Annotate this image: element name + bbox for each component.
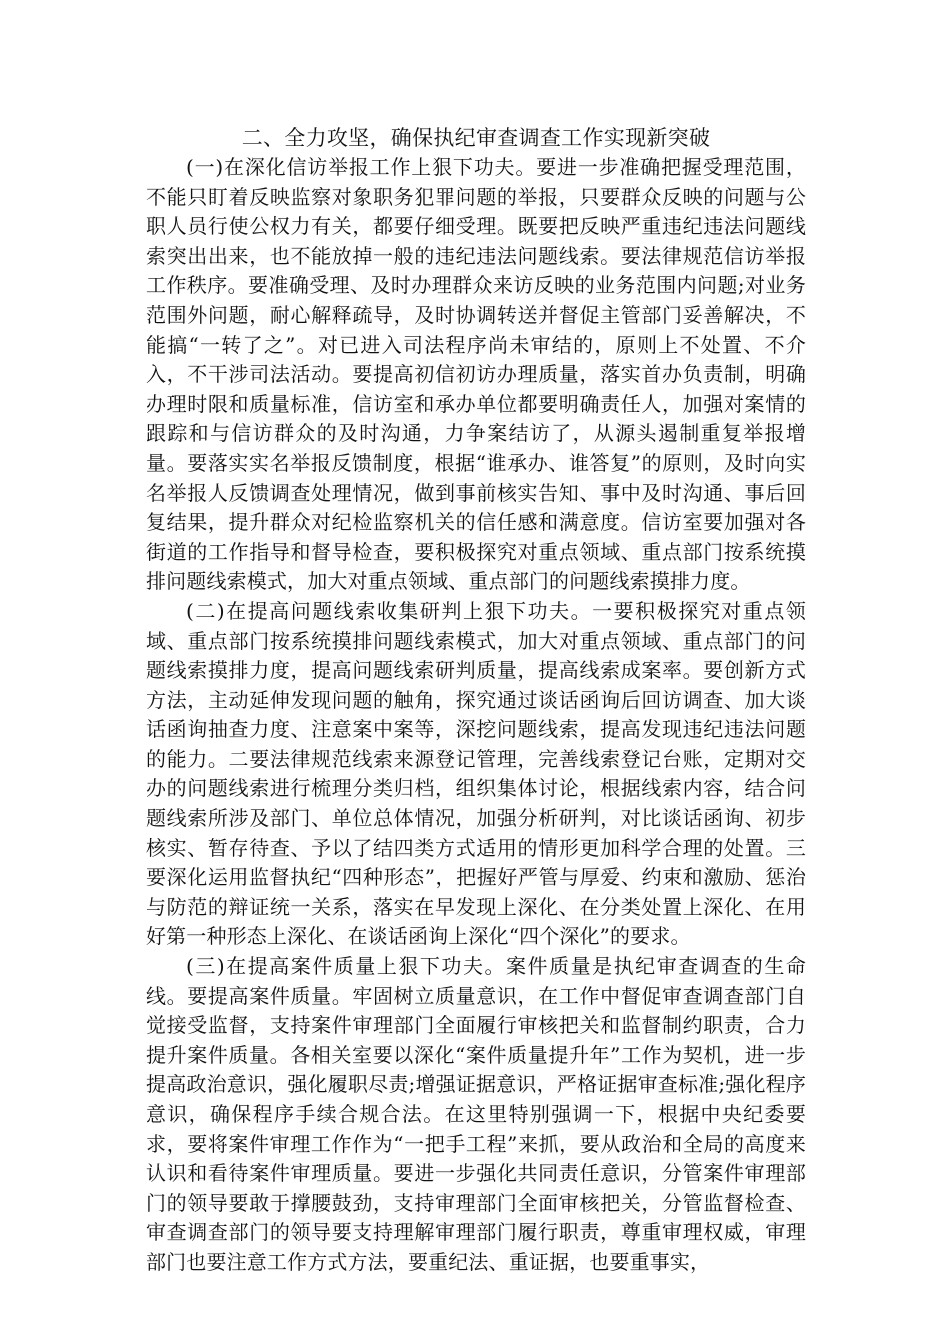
document-body	[146, 124, 806, 1278]
paragraph-2: (二)在提高问题线索收集研判上狠下功夫。一要积极探究对重点领域、重点部门按系统摸排问题线索模式，加大对重点领域、重点部门的问题线索摸排力度，提高问题线索研判质量，提高线索成案率。要创新方式方法，主动延伸发现问题的触角，探究通过谈话函询后回访调查、加大谈话函询抽查力度、注意案中案等，深挖问题线索，提高发现违纪违法问题的能力。二要法律规范线索来源登记管理，完善线索登记台账，定期对交办的问题线索进行梳理分类归档，组织集体讨论，根据线索内容，结合问题线索所涉及部门、单位总体情况，加强分析研判，对比谈话函询、初步核实、暂存待查、予以了结四类方式适用的情形更加科学合理的处置。三要深化运用监督执纪“四种形态”，把握好严管与厚爱、约束和激励、惩治与防范的辩证统一关系，落实在早发现上深化、在分类处置上深化、在用好第一种形态上深化、在谈话函询上深化“四个深化”的要求。	[146, 598, 806, 949]
section-title: 二、全力攻坚，确保执纪审查调查工作实现新突破	[241, 126, 711, 150]
paragraph-3: (三)在提高案件质量上狠下功夫。案件质量是执纪审查调查的生命线。要提高案件质量。牢固树立质量意识，在工作中督促审查调查部门自觉接受监督，支持案件审理部门全面履行审核把关和监督制约职责，合力提升案件质量。各相关室要以深化“案件质量提升年”工作为契机，进一步提高政治意识，强化履职尽责;增强证据意识，严格证据审查标准;强化程序意识，确保程序手续合规合法。在这里特别强调一下，根据中央纪委要求，要将案件审理工作作为“一把手工程”来抓，要从政治和全局的高度来认识和看待案件审理质量。要进一步强化共同责任意识，分管案件审理部门的领导要敢于撑腰鼓劲，支持审理部门全面审核把关，分管监督检查、审查调查部门的领导要支持理解审理部门履行职责，尊重审理权威，审理部门也要注意工作方式方法，要重纪法、重证据，也要重事实，	[146, 954, 806, 1274]
paragraph-1: (一)在深化信访举报工作上狠下功夫。要进一步准确把握受理范围，不能只盯着反映监察对象职务犯罪问题的举报，只要群众反映的问题与公职人员行使公权力有关，都要仔细受理。既要把反映严重违纪违法问题线索突出出来，也不能放掉一般的违纪违法问题线索。要法律规范信访举报工作秩序。要准确受理、及时办理群众来访反映的业务范围内问题;对业务范围外问题，耐心解释疏导，及时协调转送并督促主管部门妥善解决，不能搞“一转了之”。对已进入司法程序尚未审结的，原则上不处置、不介入，不干涉司法活动。要提高初信初访办理质量，落实首办负责制，明确办理时限和质量标准，信访室和承办单位都要明确责任人，加强对案情的跟踪和与信访群众的及时沟通，力争案结访了，从源头遏制重复举报增量。要落实实名举报反馈制度，根据“谁承办、谁答复”的原则，及时向实名举报人反馈调查处理情况，做到事前核实告知、事中及时沟通、事后回复结果，提升群众对纪检监察机关的信任感和满意度。信访室要加强对各街道的工作指导和督导检查，要积极探究对重点领域、重点部门按系统摸排问题线索模式，加大对重点领域、重点部门的问题线索摸排力度。	[146, 155, 806, 594]
